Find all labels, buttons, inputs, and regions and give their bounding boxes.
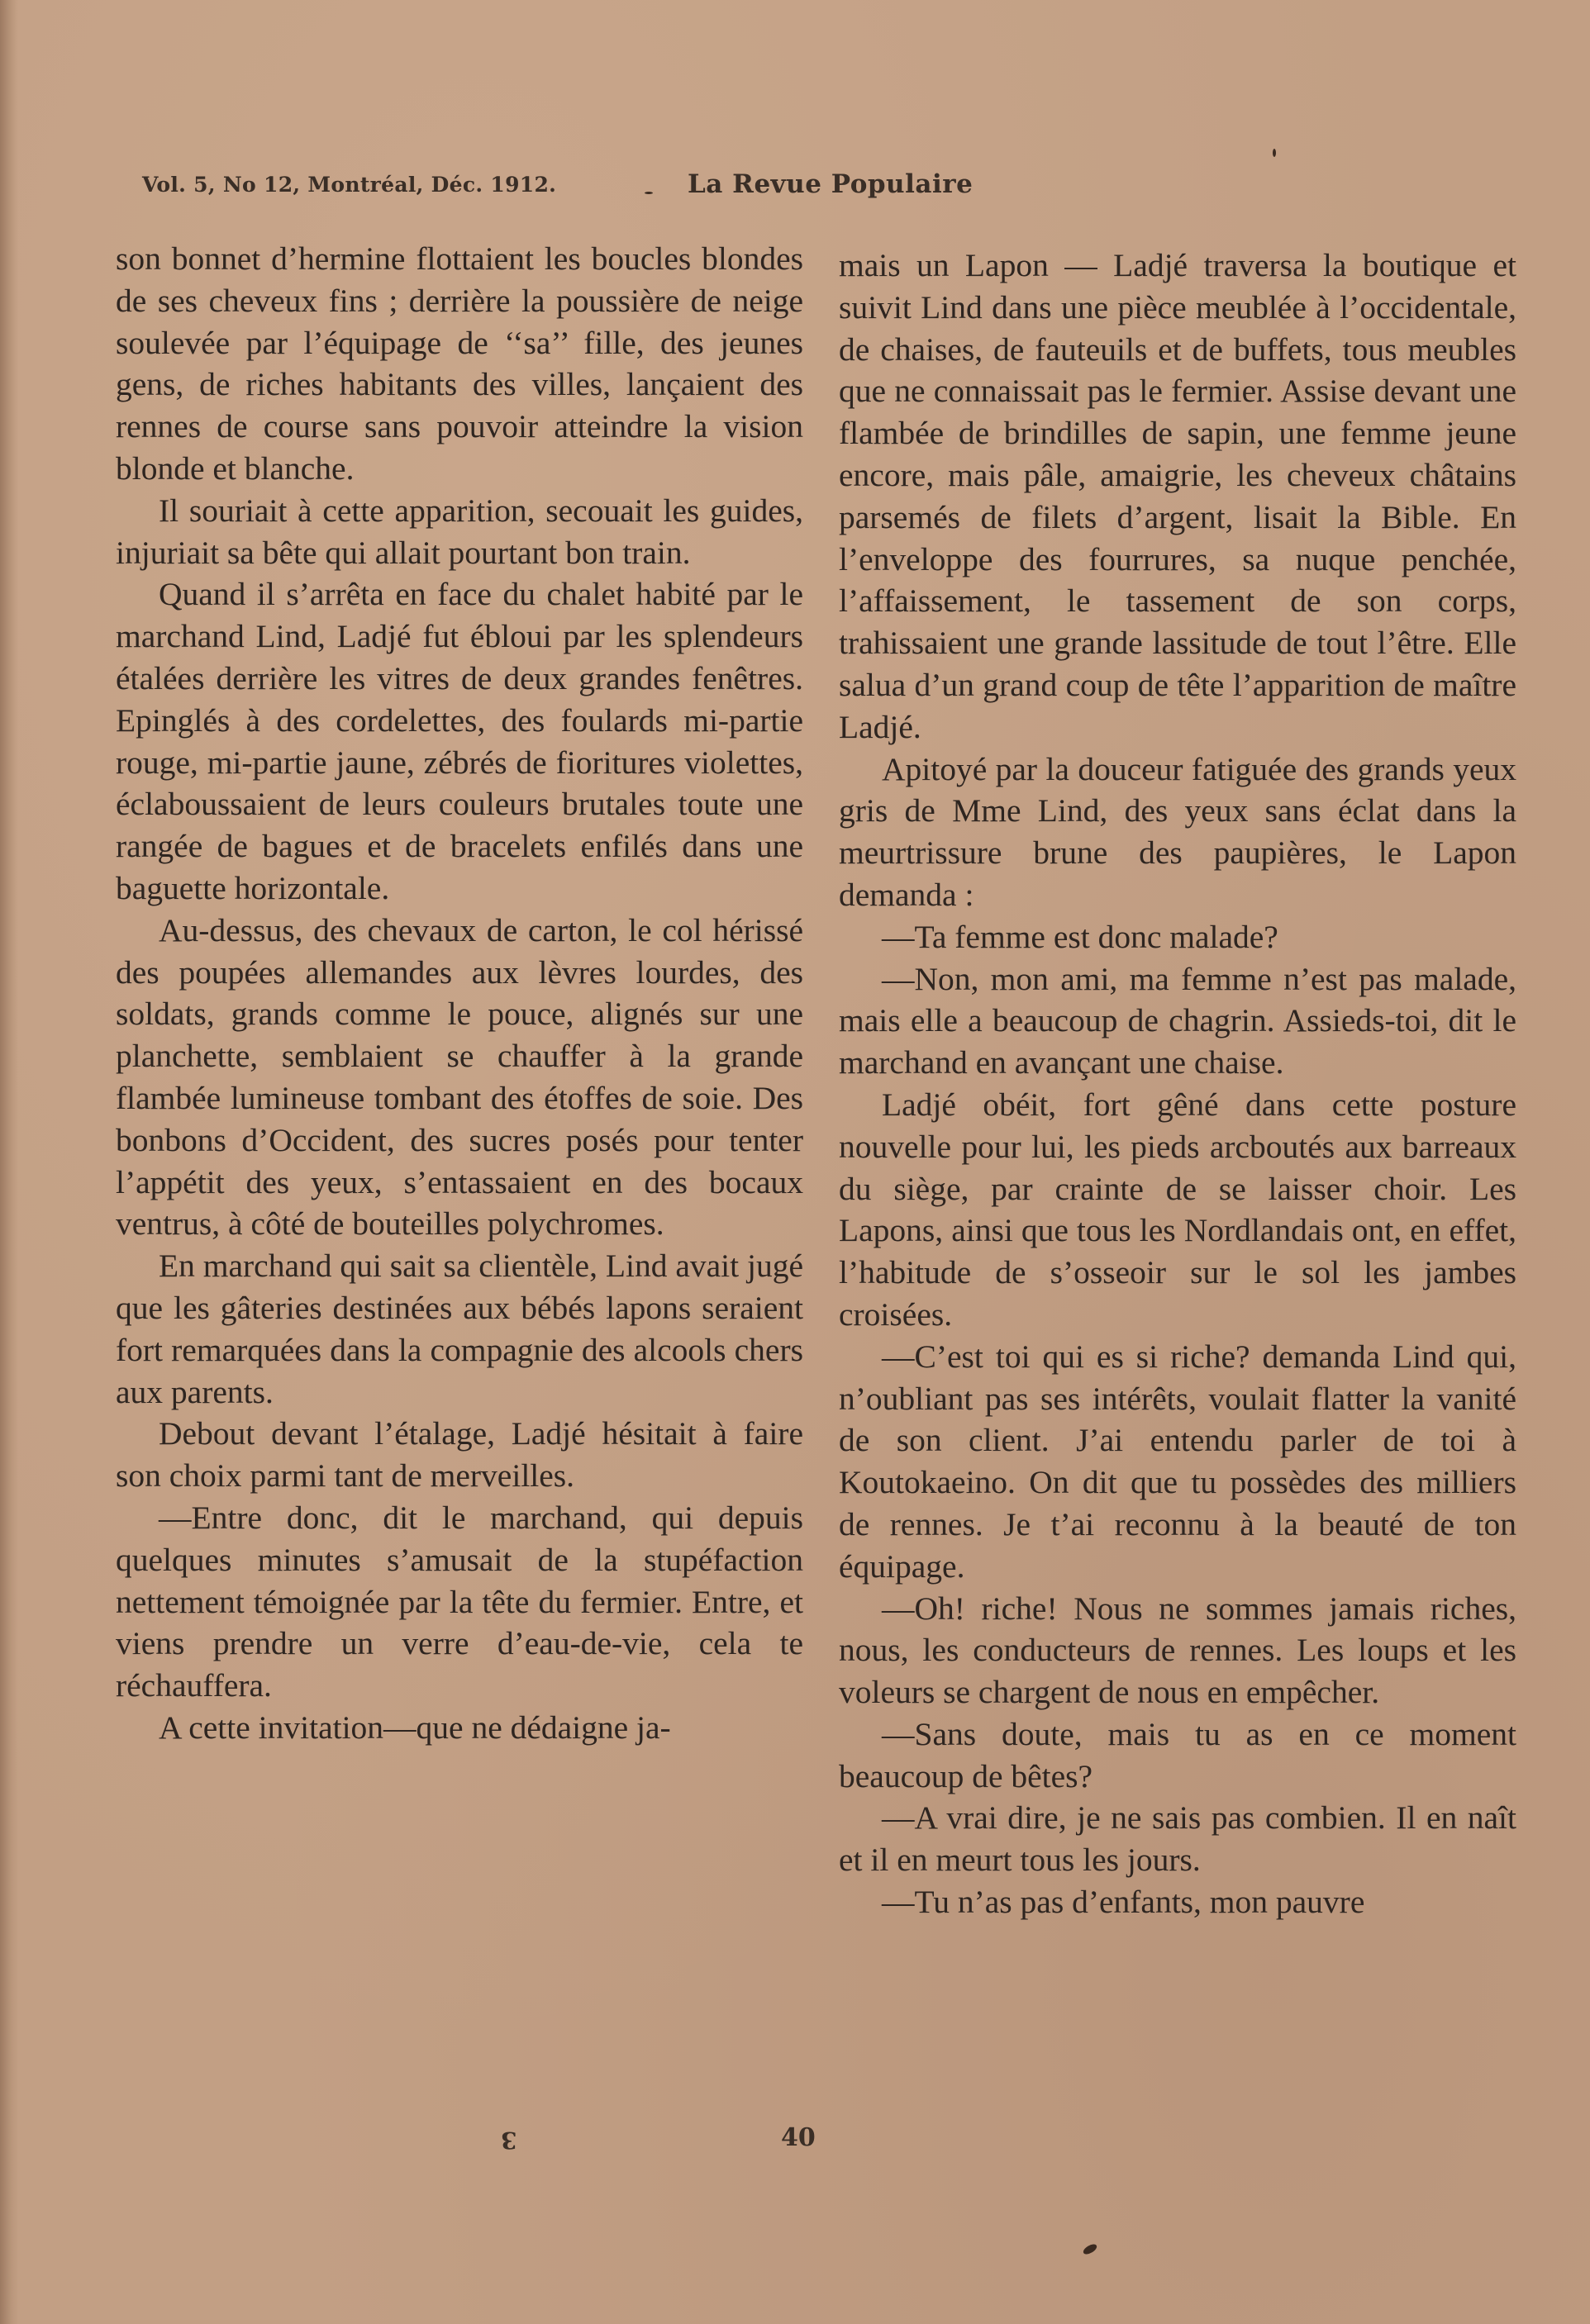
ink-speck: [1082, 2242, 1098, 2256]
right-column: [839, 245, 1516, 1923]
paragraph: —Entre donc, dit le marchand, qui depuis quelques minutes s’amusait de la stupéfaction nettement témoignée par la tête du fermier. Entre, et viens prendre un verre d’eau-de-vie, cela te réchauffera.: [116, 1499, 803, 1704]
paragraph: Au-dessus, des chevaux de carton, le col hérissé des poupées allemandes aux lèvres lourdes, des soldats, grands comme le pouce, alignés sur une planchette, semblaient se chauffer à la grande flambée lumineuse tombant des étoffes de soie. Des bonbons d’Occident, des sucres posés pour tenter l’appétit des yeux, s’entassaient en des bocaux ventrus, à côté de bouteilles polychromes.: [116, 911, 803, 1243]
paragraph: En marchand qui sait sa clientèle, Lind avait jugé que les gâteries destinées aux bébés lapons seraient fort remarquées dans la compagnie des alcools chers aux parents.: [116, 1248, 803, 1410]
paragraph: Il souriait à cette apparition, secouait les guides, injuriait sa bête qui allait pourtant bon train.: [116, 492, 803, 571]
paragraph: —Ta femme est donc malade?: [882, 918, 1278, 955]
paragraph: Apitoyé par la douceur fatiguée des grands yeux gris de Mme Lind, des yeux sans éclat dans la meurtrissure brune des paupières, le Lapon demanda :: [839, 750, 1516, 913]
paragraph: —A vrai dire, je ne sais pas combien. Il en naît et il en meurt tous les jours.: [839, 1799, 1516, 1879]
running-header: [142, 169, 985, 202]
issue-line: Vol. 5, No 12, Montréal, Déc. 1912.: [142, 173, 557, 197]
paragraph: Debout devant l’étalage, Ladjé hésitait à faire son choix parmi tant de merveilles.: [116, 1415, 803, 1495]
ink-speck: [1273, 149, 1276, 157]
paragraph: —Sans doute, mais tu as en ce moment beaucoup de bêtes?: [839, 1715, 1516, 1794]
page-number: 40: [781, 2123, 816, 2152]
signature-mark: 3: [501, 2127, 517, 2154]
left-column: [116, 238, 803, 1749]
ink-speck: [645, 192, 653, 194]
paragraph: —Tu n’as pas d’enfants, mon pauvre: [882, 1884, 1365, 1921]
paragraph: Quand il s’arrêta en face du chalet habité par le marchand Lind, Ladjé fut ébloui par les splendeurs étalées derrière les vitres de deux grandes fenêtres. Epinglés à des cordelettes, des foulards mi-partie rouge, mi-partie jaune, zébrés de fioritures violettes, éclaboussaient de leurs couleurs brutales toute une rangée de bagues et de bracelets enfilés dans une baguette horizontale.: [116, 576, 803, 906]
paragraph: son bonnet d’hermine flottaient les boucles blondes de ses cheveux fins ; derrière la poussière de neige soulevée par l’équipage de ‘‘sa’’ fille, des jeunes gens, de riches habitants des villes, lançaient des rennes de course sans pouvoir atteindre la vision blonde et blanche.: [116, 240, 803, 487]
page-binding-edge: [0, 0, 18, 2324]
paragraph: —Oh! riche! Nous ne sommes jamais riches, nous, les conducteurs de rennes. Les loups et les voleurs se chargent de nous en empêcher.: [839, 1590, 1516, 1711]
paragraph: mais un Lapon — Ladjé traversa la boutique et suivit Lind dans une pièce meublée à l’occidentale, de chaises, de fauteuils et de buffets, tous meubles que ne connaissait pas le fermier. Assise devant une flambée de brindilles de sapin, une femme jeune encore, mais pâle, amaigrie, les cheveux châtains parsemés de filets d’argent, lisait la Bible. En l’enveloppe des fourrures, sa nuque penchée, l’affaissement, le tassement de son corps, trahissaient une grande lassitude de tout l’être. Elle salua d’un grand coup de tête l’apparition de maître Ladjé.: [839, 247, 1516, 745]
paragraph: —Non, mon ami, ma femme n’est pas malade, mais elle a beaucoup de chagrin. Assieds-toi, dit le marchand en avançant une chaise.: [839, 960, 1516, 1081]
paragraph: —C’est toi qui es si riche? demanda Lind qui, n’oubliant pas ses intérêts, voulait flatter la vanité de son client. J’ai entendu parler de toi à Koutokaeino. On dit que tu possèdes des milliers de rennes. Je t’ai reconnu à la beauté de ton équipage.: [839, 1338, 1516, 1585]
paragraph: Ladjé obéit, fort gêné dans cette posture nouvelle pour lui, les pieds arcboutés aux barreaux du siège, par crainte de se laisser choir. Les Lapons, ainsi que tous les Nordlandais ont, en effet, l’habitude de s’osseoir sur le sol les jambes croisées.: [839, 1086, 1516, 1333]
journal-title: La Revue Populaire: [688, 169, 974, 199]
paragraph: A cette invitation—que ne dédaigne ja-: [159, 1709, 671, 1746]
